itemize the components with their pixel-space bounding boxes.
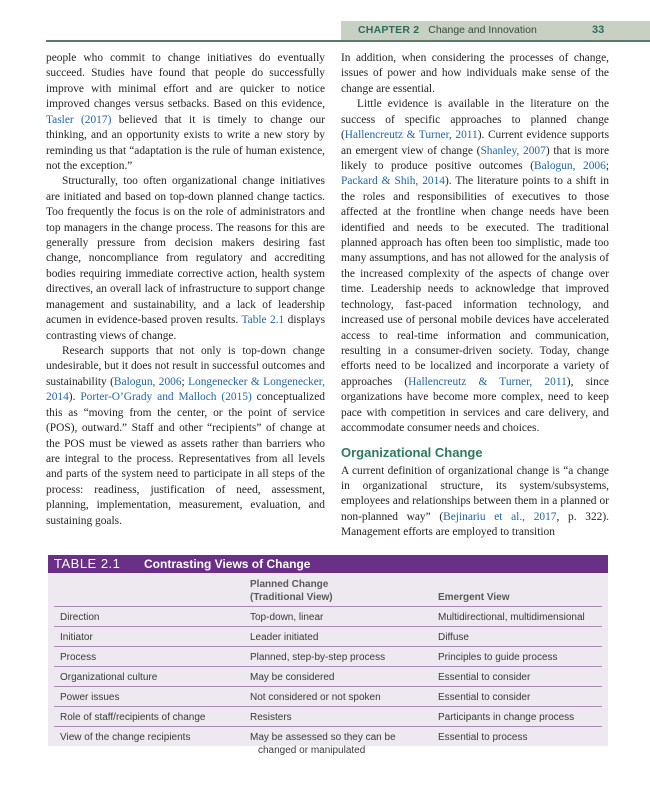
table-cell: Direction (60, 612, 100, 623)
body-text: believed that it is timely to change our thinking, and an opportunity exists to write a new story by reminding us that “adaptation is the rule of human existence, not the exception.” (46, 113, 325, 172)
table-cell-line: changed or manipulated (258, 745, 366, 756)
table-cell: Principles to guide process (438, 652, 558, 663)
citation-link[interactable]: Packard & Shih, 2014 (341, 175, 446, 188)
table-cell: Planned, step-by-step process (250, 652, 386, 663)
table-cell: Participants in change process (438, 712, 575, 723)
left-column (46, 51, 325, 529)
body-text: ). The literature points to a shift in the roles and responsibilities of executives to those affected at the frontline when change needs have been identified and needs to be executed. The traditional planned approach has often been too simplistic, made too many assumptions, and has not allowed for the analysis of the increased complexity of the aspects of change over time. Leadership needs to acknowledge that improved technology, fast-paced information technology, and increased use of personal mobile devices have accelerated access to real-time information and communication, resulting in a consumer-driven society. Today, change efforts need to be localized and incorporate a variety of approaches ( (341, 175, 610, 388)
citation-link[interactable]: Balogun, 2006 (113, 375, 182, 388)
table-row (54, 727, 602, 759)
column-header-line: Planned Change (250, 579, 329, 590)
chapter-title: Change and Innovation (428, 24, 537, 36)
body-text: ), since organizations have become more complex, need to keep pace with competition in services and care delivery, and accommodate consumer needs and choices. (341, 375, 609, 435)
body-text: Little evidence is available in the literature on the success of specific approaches to planned change ( (341, 98, 609, 142)
column-header-planned (250, 578, 333, 604)
chapter-label: CHAPTER 2 (358, 24, 420, 36)
body-text: ; (181, 375, 189, 388)
body-text: , p. 322). Management efforts are employed to transition (341, 510, 609, 539)
paragraph (341, 51, 609, 97)
citation-link[interactable]: Balogun, 2006 (534, 159, 606, 172)
body-text: displays contrasting views of change. (46, 314, 325, 342)
right-column (341, 51, 609, 541)
body-text: ) that is more likely to produce positive outcomes ( (341, 144, 609, 172)
table-row (54, 667, 602, 686)
paragraph (341, 97, 609, 436)
table-row (54, 707, 602, 726)
table-cell: Leader initiated (250, 632, 319, 643)
table-cell: Diffuse (438, 632, 469, 643)
table-cell: Organizational culture (60, 672, 158, 683)
paragraph (46, 344, 325, 529)
table-cell: Process (60, 652, 97, 663)
table-cell: Top-down, linear (250, 612, 324, 623)
citation-link[interactable]: Hallencreutz & Turner, 2011 (344, 129, 478, 142)
page-number: 33 (592, 24, 605, 36)
table-cell: Power issues (60, 692, 120, 703)
body-text: ). Current evidence supports an emergent view of change ( (341, 129, 610, 157)
body-text: Research supports that not only is top-down change undesirable, but it does not result in successful outcomes and sustainability ( (46, 345, 325, 388)
table-cell: Essential to consider (438, 692, 531, 703)
paragraph (341, 464, 609, 541)
header-rule (46, 40, 650, 42)
body-text: ). (68, 391, 81, 404)
table-cell: Role of staff/recipients of change (60, 712, 206, 723)
section-heading: Organizational Change (341, 444, 483, 460)
citation-link[interactable]: Shanley, 2007 (480, 144, 546, 157)
body-text: In addition, when considering the processes of change, issues of power and how individuals make sense of the change are essential. (341, 52, 609, 95)
table-row (54, 647, 602, 666)
table-cell: Multidirectional, multidimensional (438, 612, 585, 623)
citation-link[interactable]: Hallencreutz & Turner, 2011 (408, 375, 567, 388)
citation-link[interactable]: Table 2.1 (241, 314, 285, 327)
table-row (54, 687, 602, 706)
body-text: conceptualized this as “moving from the center, or the point of service (POS), outward.” Staff and other “recipients” of change at the POS must be viewed as assets rather than barriers who are integral to the process. Representatives from all levels and parts of the system need to participate in all steps of the process: readiness, justification of need, assessment, planning, implementation, measurement, evaluation, and sustaining goals. (46, 391, 325, 527)
table-row (54, 607, 602, 626)
column-header-line: (Traditional View) (250, 592, 333, 603)
citation-link[interactable]: Longenecker & Longenecker, 2014 (46, 375, 325, 404)
table-cell: Resisters (250, 712, 292, 723)
citation-link[interactable]: Bejinariu et al., 2017 (443, 510, 557, 523)
table-cell: Essential to process (438, 732, 528, 743)
table-cell: Essential to consider (438, 672, 531, 683)
paragraph (46, 174, 325, 344)
citation-link[interactable]: Tasler (2017) (46, 113, 112, 126)
body-text: A current definition of organizational change is “a change in organizational structure, its system/subsystems, employees and relationships between them in a planned or non-planned way” ( (341, 464, 609, 523)
table-number: TABLE 2.1 (54, 556, 121, 571)
table-cell: Initiator (60, 632, 93, 643)
table-title-bar (48, 555, 608, 573)
table-title: Contrasting Views of Change (144, 556, 311, 571)
table-cell-line: May be assessed so they can be (250, 732, 396, 743)
citation-link[interactable]: Porter-O’Grady and Malloch (2015) (80, 391, 252, 404)
body-text: ; (605, 159, 609, 172)
running-header (358, 24, 537, 36)
table-row (54, 627, 602, 646)
table-cell (250, 731, 420, 757)
column-header-emergent: Emergent View (438, 592, 510, 603)
body-text: people who commit to change initiatives do eventually succeed. Studies have found that people do successfully improve with minimal effort and are quicker to notice improved changes versus setbacks. Based on this evidence, (46, 52, 325, 111)
table-cell: View of the change recipients (60, 732, 191, 743)
paragraph (46, 51, 325, 174)
table-cell: Not considered or not spoken (250, 692, 381, 703)
table-cell: May be considered (250, 672, 335, 683)
body-text: Structurally, too often organizational change initiatives are initiated and based on top-down planned change tactics. Too frequently the focus is on the role of administrators and top managers in the change process. The reasons for this are generally pressure from decision makers desiring fast change, noncompliance from regulatory and accrediting bodies requiring immediate corrective action, health system directives, an overall lack of infrastructure to support change management and sustainability, and a lack of leadership acumen in evidence-based proven results. (46, 175, 325, 327)
